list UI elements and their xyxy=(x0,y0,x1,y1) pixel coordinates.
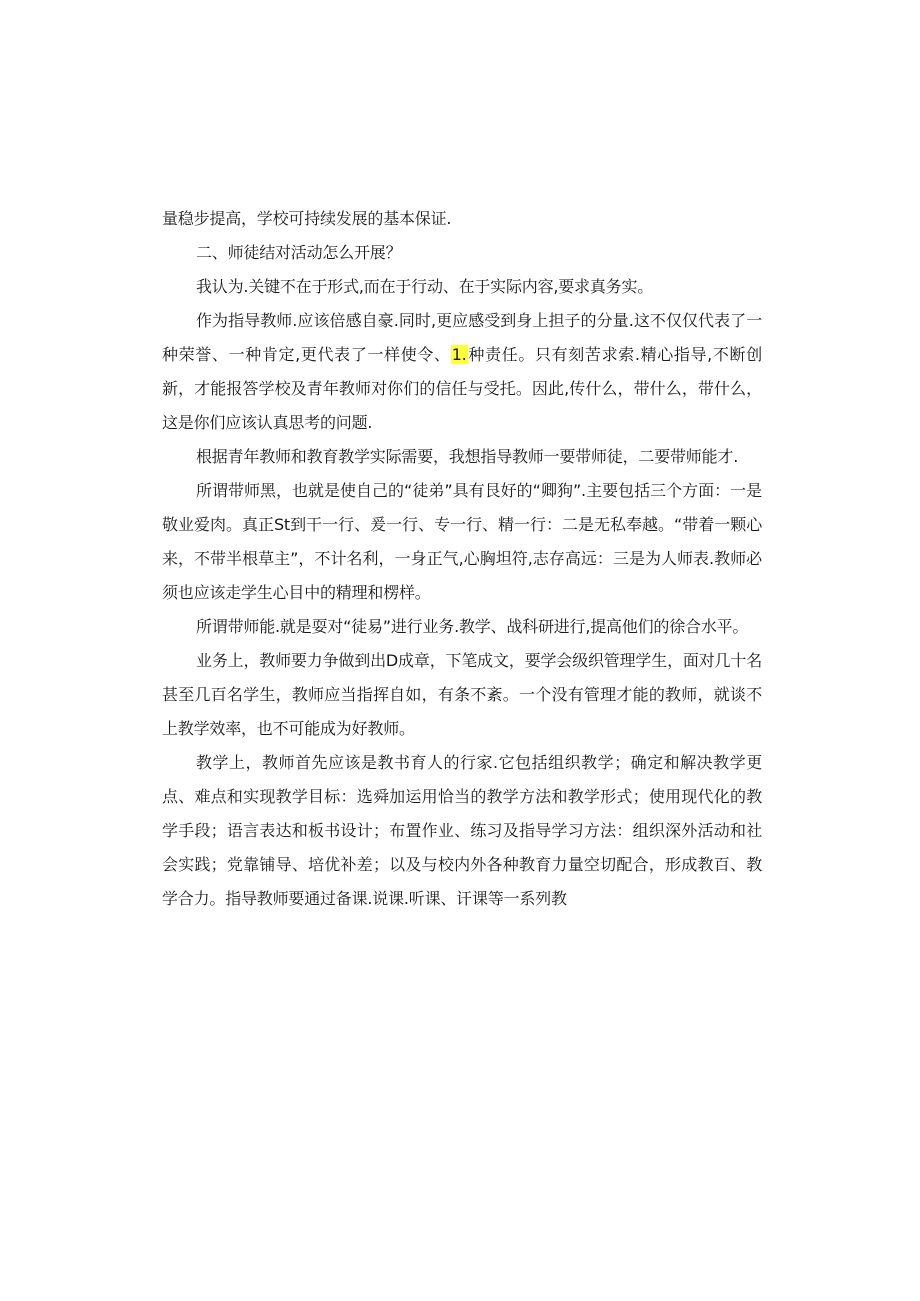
paragraph-mentor-role-text-a: 作为指导教师.应该倍感自豪.同时,更应感受到身上担子的分量.这不仅仅代表了一种荣誉、一种肯定,更代表了一样使令、 xyxy=(162,311,762,364)
document-body xyxy=(162,202,762,916)
highlighted-text: 1. xyxy=(451,345,467,364)
section-heading: 二、师徒结对活动怎么开展？ xyxy=(196,243,402,262)
paragraph-business: 业务上，教师要力争做到出D成章，下笔成文，要学会级织管理学生，面对几十名甚至几百名学生，教师应当指挥自如，有条不紊。一个没有管理才能的教师，就谈不上教学效率，也不可能成为好教师。 xyxy=(162,651,762,738)
paragraph-needs: 根据青年教师和教育教学实际需要，我想指导教师一要带师徒，二要带师能才. xyxy=(196,447,739,466)
paragraph-teaching: 教学上，教师首先应该是教书育人的行家.它包括组织教学；确定和解决教学更点、难点和实现教学目标：选舜加运用恰当的教学方法和教学形式；使用现代化的教学手段；语言表达和板书设计；布置作业、练习及指导学习方法：组织深外活动和社会实践；党靠铺导、培优补差；以及与校内外各种教育力量空切配合，形成教百、教学合力。指导教师要通过备课.说课.听课、讦课等一系列教 xyxy=(162,753,762,908)
paragraph-ability: 所谓带师能.就是耍对“徒易”进行业务.教学、战科研进行,提高他们的徐合水平。 xyxy=(196,617,749,636)
paragraph-opinion: 我认为.关键不在于形式,而在于行动、在于实际内容,要求真务实。 xyxy=(196,277,654,296)
paragraph-continuation: 量稳步提高，学校可持续发展的基本保证. xyxy=(162,209,452,228)
paragraph-mentor-role-text-b: 种责任。只有刻苦求索.精心指导,不断创新，才能报答学校及青年教师对你们的信任与受托。因此,传什么，带什么，带什么，这是你们应该认真思考的问题. xyxy=(162,345,762,432)
paragraph-ethics: 所谓带师黑，也就是使自己的“徒弟”具有艮好的“卿狗”.主要包括三个方面：一是敬业爱肉。真正St到干一行、爰一行、专一行、精一行：二是无私奉越。“带着一颗心来，不带半根草主”，不计名利，一身正气,心胸坦符,志存高远：三是为人师表.教师必须也应该走学生心目中的精理和楞样。 xyxy=(162,481,762,602)
paragraph-mentor-role xyxy=(162,304,762,440)
